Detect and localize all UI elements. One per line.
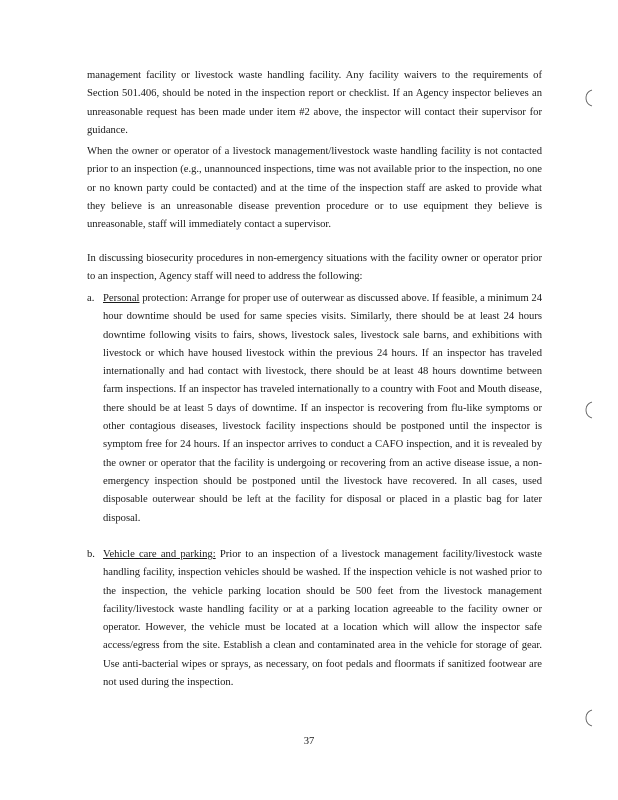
- list-item-heading: Vehicle care and parking:: [103, 549, 216, 560]
- list-item-text: [103, 546, 542, 692]
- binding-hole-mark: [584, 88, 594, 108]
- paragraph-biosecurity-intro: In discussing biosecurity procedures in non-emergency situations with the facility owner or operator prior to an inspection, Agency staff will need to address the following:: [87, 253, 542, 283]
- list-item: [87, 290, 542, 528]
- list-item: [87, 546, 542, 692]
- list-item-body: Prior to an inspection of a livestock management facility/livestock waste handling facility, inspection vehicles should be washed. If the inspection vehicle is not washed prior to the inspection, the vehicle parking location should be 500 feet from the livestock management facility/livestock waste handling facility or at a parking location agreeable to the facility owner or operator. However, the vehicle must be located at a location which will allow the inspector safe access/egress from the site. Establish a clean and contaminated area in the vehicle for storage of gear. Use anti-bacterial wipes or sprays, as necessary, on foot pedals and floormats if sanitized footwear are not used during the inspection.: [103, 549, 542, 689]
- list-item-body: protection: Arrange for proper use of outerwear as discussed above. If feasible, a minimum 24 hour downtime should be used for same species visits. Similarly, there should be at least 24 hours downtime following visits to fairs, shows, livestock sales, livestock sale barns, and exhibitions with livestock or which have housed livestock within the previous 24 hours. If an inspector has traveled internationally and had contact with livestock, there should be at least 48 hours downtime between farm inspections. If an inspector has traveled internationally to a country with Foot and Mouth disease, there should be at least 5 days of downtime. If an inspector is recovering from flu-like symptoms or other contagious diseases, livestock facility inspections should be postponed until the inspector is symptom free for 24 hours. If an inspector arrives to conduct a CAFO inspection, and it is revealed by the owner or operator that the facility is undergoing or recovering from an active disease issue, a non-emergency inspection should be postponed until the livestock have recovered. In all cases, used disposable outerwear should be left at the facility for disposal or placed in a plastic bag for later disposal.: [103, 293, 542, 524]
- list-marker: b.: [87, 549, 95, 560]
- binding-hole-mark: [584, 708, 594, 728]
- paragraph-continuation: management facility or livestock waste handling facility. Any facility waivers to the requirements of Section 501.406, should be noted in the inspection report or checklist. If an Agency inspector believes an unreasonable request has been made under item #2 above, the inspector will contact their supervisor for guidance.: [87, 70, 542, 136]
- list-item-heading: Personal: [103, 293, 140, 304]
- paragraph-uncontacted-inspection: When the owner or operator of a livestock management/livestock waste handling facility is not contacted prior to an inspection (e.g., unannounced inspections, time was not available prior to the inspection, no one or no known party could be contacted) and at the time of the inspection staff are asked to provide what they believe is an unreasonable disease prevention procedure or to use equipment they believe is unreasonable, staff will immediately contact a supervisor.: [87, 146, 542, 231]
- list-marker: a.: [87, 293, 95, 304]
- binding-hole-mark: [584, 400, 594, 420]
- page-number: 37: [303, 736, 315, 747]
- list-item-text: [103, 290, 542, 528]
